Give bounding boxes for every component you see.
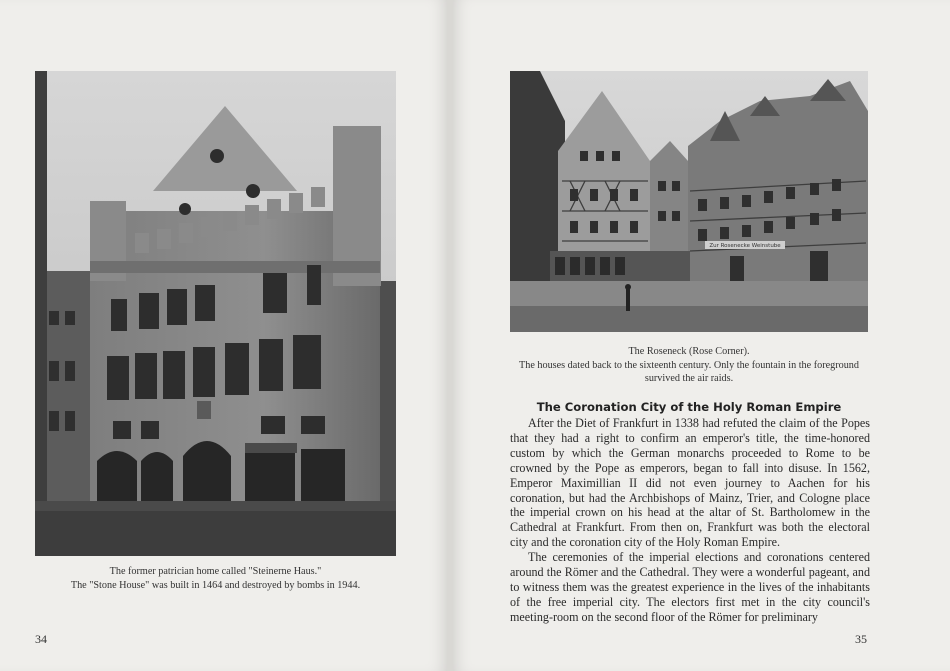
caption-line: survived the air raids. <box>644 373 734 384</box>
roseneck-photo <box>510 71 868 332</box>
paragraph: After the Diet of Frankfurt in 1338 had refuted the claim of the Popes that they had a right to confirm an emperor's title, the time-honored custom by which the German monarchs proceeded to Rome to be crowned by the Pope as emperors, began to fall into disuse. In 1562, Emperor Maximillian II did not even journey to Aachen for his coronation, but had the Archbishops of Mainz, Trier, and Cologne place the imperial crown on his head at the altar of St. Bartholomew in the Cathedral at Frankfurt. From then on, Frankfurt was both the electoral city and the coronation city of the Holy Roman Empire. <box>510 416 870 550</box>
book-gutter <box>447 0 453 671</box>
paragraph: The ceremonies of the imperial elections and coronations centered around the Römer and the Cathedral. They were a wonderful pageant, and to witness them was the greatest experience in the lives of the inhabitants of the free imperial city. The electors first met in the city council's meeting-room on the second floor of the Römer for preliminary <box>510 550 870 624</box>
shop-sign: Zur Rosenecke Weinstube <box>709 243 781 249</box>
stone-house-caption <box>35 565 396 592</box>
section-title: The Coronation City of the Holy Roman Empire <box>536 400 842 414</box>
stone-house-photo <box>35 71 396 556</box>
caption-line: The houses dated back to the sixteenth century. Only the fountain in the foreground <box>519 359 859 371</box>
caption-line: The "Stone House" was built in 1464 and destroyed by bombs in 1944. <box>70 579 361 591</box>
roseneck-caption <box>506 345 872 386</box>
caption-line: The former patrician home called "Steinerne Haus." <box>109 566 322 577</box>
caption-line: The Roseneck (Rose Corner). <box>628 346 750 357</box>
page-number-left: 34 <box>35 632 47 646</box>
page-number-right: 35 <box>855 632 867 646</box>
body-text <box>510 416 870 625</box>
